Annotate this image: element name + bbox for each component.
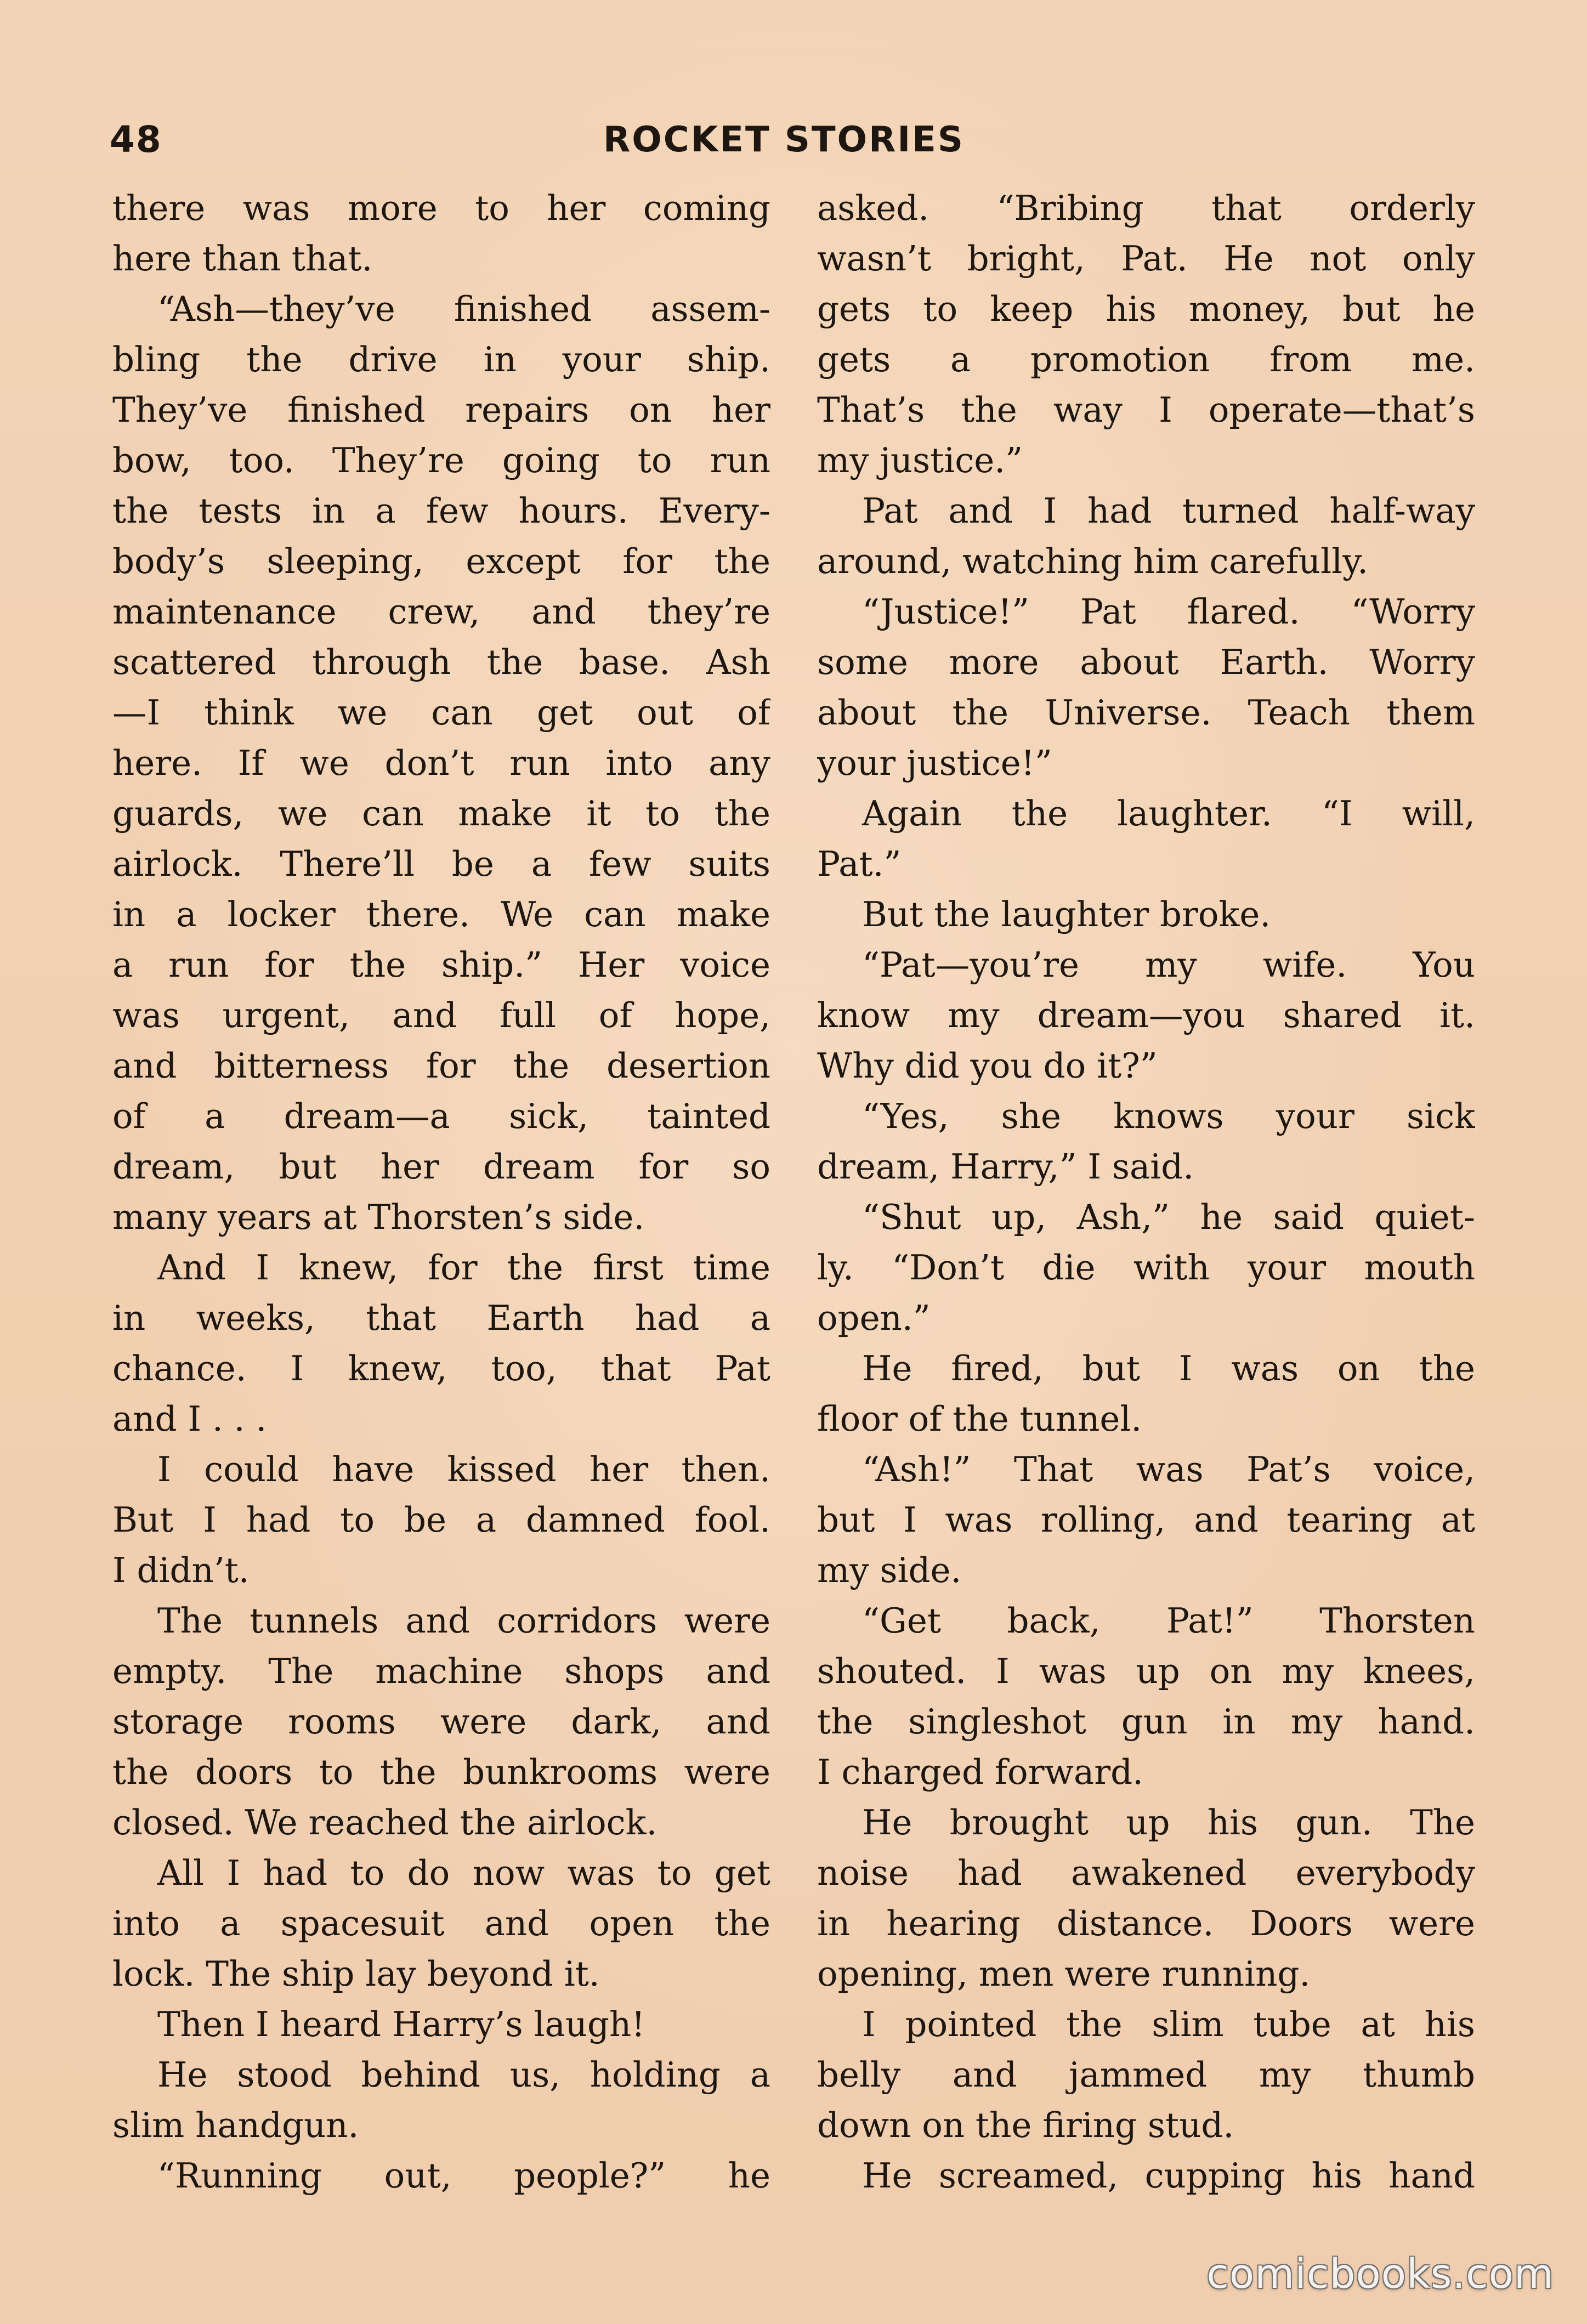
text-line: many years at Thorsten’s side. bbox=[112, 1197, 645, 1237]
text-line: your justice!” bbox=[817, 743, 1052, 783]
text-line: I charged forward. bbox=[817, 1752, 1143, 1792]
text-line: bow, too. They’re going to run bbox=[112, 440, 770, 480]
text-line: and I . . . bbox=[112, 1399, 267, 1439]
text-line: of a dream—a sick, tainted bbox=[112, 1096, 770, 1136]
text-line: But I had to be a damned fool. bbox=[112, 1500, 770, 1540]
text-line: in weeks, that Earth had a bbox=[112, 1298, 770, 1338]
text-line: But the laughter broke. bbox=[862, 894, 1271, 934]
text-line: and bitterness for the desertion bbox=[112, 1046, 770, 1086]
text-line: body’s sleeping, except for the bbox=[112, 541, 770, 581]
text-line: dream, but her dream for so bbox=[112, 1147, 770, 1187]
text-line: asked. “Bribing that orderly bbox=[817, 188, 1475, 228]
text-line: closed. We reached the airlock. bbox=[112, 1802, 658, 1843]
text-line: Pat and I had turned half-way bbox=[862, 491, 1475, 531]
text-line: down on the firing stud. bbox=[817, 2105, 1234, 2145]
text-line: The tunnels and corridors were bbox=[157, 1601, 770, 1641]
text-line: here than that. bbox=[112, 239, 373, 279]
text-line: Then I heard Harry’s laugh! bbox=[157, 2004, 645, 2044]
text-line: my side. bbox=[817, 1550, 962, 1590]
text-line: chance. I knew, too, that Pat bbox=[112, 1348, 770, 1388]
text-line: “Pat—you’re my wife. You bbox=[862, 945, 1475, 985]
text-line: floor of the tunnel. bbox=[817, 1399, 1142, 1439]
text-line: there was more to her coming bbox=[112, 188, 770, 228]
text-line: He stood behind us, holding a bbox=[157, 2055, 770, 2095]
text-line: but I was rolling, and tearing at bbox=[817, 1500, 1475, 1540]
text-line: “Get back, Pat!” Thorsten bbox=[862, 1601, 1475, 1641]
text-line: I didn’t. bbox=[112, 1550, 250, 1590]
text-line: storage rooms were dark, and bbox=[112, 1702, 770, 1742]
text-line: a run for the ship.” Her voice bbox=[112, 945, 770, 985]
text-line: I pointed the slim tube at his bbox=[862, 2004, 1475, 2044]
text-line: Again the laughter. “I will, bbox=[862, 793, 1475, 834]
text-line: lock. The ship lay beyond it. bbox=[112, 1954, 600, 1994]
text-line: “Ash!” That was Pat’s voice, bbox=[862, 1449, 1475, 1489]
text-line: was urgent, and full of hope, bbox=[112, 995, 770, 1035]
text-line: “Shut up, Ash,” he said quiet- bbox=[862, 1197, 1475, 1237]
text-column-left bbox=[112, 183, 770, 2212]
text-line: the singleshot gun in my hand. bbox=[817, 1702, 1475, 1742]
text-line: gets a promotion from me. bbox=[817, 339, 1475, 379]
text-line: “Justice!” Pat flared. “Worry bbox=[862, 592, 1475, 632]
text-line: dream, Harry,” I said. bbox=[817, 1147, 1194, 1187]
page-header bbox=[110, 110, 1481, 170]
text-line: “Ash—they’ve finished assem- bbox=[157, 289, 770, 329]
text-line: “Yes, she knows your sick bbox=[862, 1096, 1475, 1136]
text-line: Why did you do it?” bbox=[817, 1046, 1158, 1086]
text-line: maintenance crew, and they’re bbox=[112, 592, 770, 632]
text-line: about the Universe. Teach them bbox=[817, 693, 1475, 733]
text-line: the tests in a few hours. Every- bbox=[112, 491, 770, 531]
text-line: opening, men were running. bbox=[817, 1954, 1311, 1994]
text-line: airlock. There’ll be a few suits bbox=[112, 844, 770, 884]
text-line: “Running out, people?” he bbox=[157, 2156, 770, 2196]
text-line: around, watching him carefully. bbox=[817, 541, 1369, 581]
text-line: shouted. I was up on my knees, bbox=[817, 1651, 1475, 1691]
text-line: He screamed, cupping his hand bbox=[862, 2156, 1475, 2196]
text-line: —I think we can get out of bbox=[112, 693, 770, 733]
text-line: wasn’t bright, Pat. He not only bbox=[817, 239, 1475, 279]
text-line: open.” bbox=[817, 1298, 931, 1338]
text-line: bling the drive in your ship. bbox=[112, 339, 770, 379]
text-line: And I knew, for the first time bbox=[157, 1248, 770, 1288]
page-number: 48 bbox=[110, 118, 162, 161]
text-line: some more about Earth. Worry bbox=[817, 642, 1475, 682]
text-line: Pat.” bbox=[817, 844, 902, 884]
text-line: know my dream—you shared it. bbox=[817, 995, 1475, 1035]
text-line: scattered through the base. Ash bbox=[112, 642, 770, 682]
text-line: I could have kissed her then. bbox=[157, 1449, 770, 1489]
text-line: All I had to do now was to get bbox=[157, 1853, 770, 1893]
text-line: He fired, but I was on the bbox=[862, 1348, 1475, 1388]
text-line: gets to keep his money, but he bbox=[817, 289, 1475, 329]
text-line: in a locker there. We can make bbox=[112, 894, 770, 934]
text-line: They’ve finished repairs on her bbox=[112, 390, 770, 430]
text-column-right bbox=[817, 183, 1475, 2212]
text-line: That’s the way I operate—that’s bbox=[817, 390, 1475, 430]
text-line: guards, we can make it to the bbox=[112, 793, 770, 834]
text-line: empty. The machine shops and bbox=[112, 1651, 770, 1691]
text-line: He brought up his gun. The bbox=[862, 1802, 1475, 1843]
text-line: the doors to the bunkrooms were bbox=[112, 1752, 770, 1792]
text-line: my justice.” bbox=[817, 440, 1023, 480]
text-line: in hearing distance. Doors were bbox=[817, 1903, 1475, 1943]
text-line: into a spacesuit and open the bbox=[112, 1903, 770, 1943]
running-head: ROCKET STORIES bbox=[603, 120, 965, 160]
text-line: belly and jammed my thumb bbox=[817, 2055, 1475, 2095]
text-line: slim handgun. bbox=[112, 2105, 359, 2145]
text-line: ly. “Don’t die with your mouth bbox=[817, 1248, 1475, 1288]
text-line: here. If we don’t run into any bbox=[112, 743, 770, 783]
text-line: noise had awakened everybody bbox=[817, 1853, 1475, 1893]
watermark-logo: comicbooks.com bbox=[1206, 2251, 1554, 2298]
